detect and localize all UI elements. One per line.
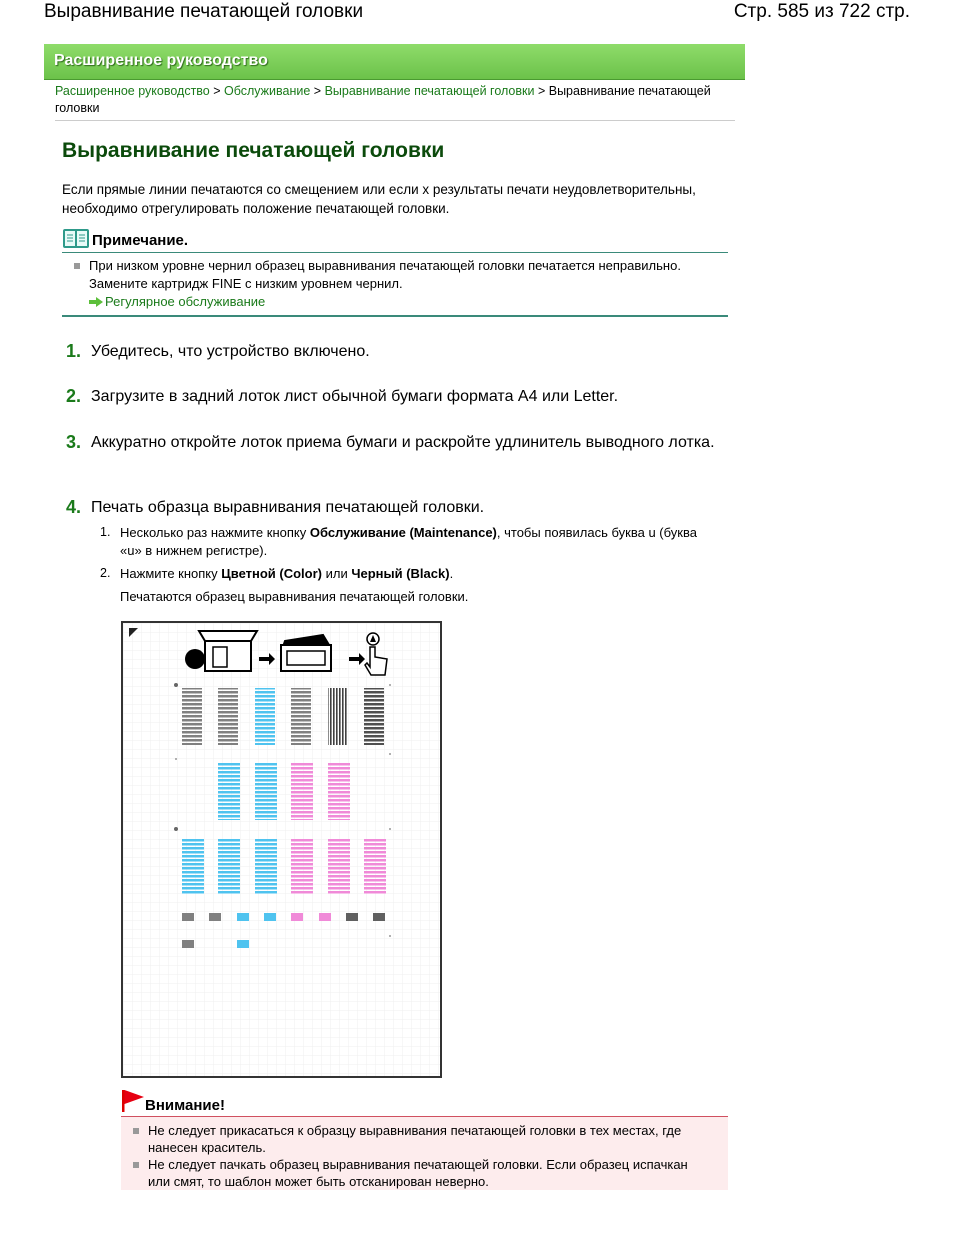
note-link[interactable]: [89, 293, 265, 311]
bullet-icon: [74, 263, 80, 269]
substep-number: 2.: [100, 566, 111, 580]
breadcrumb-separator: >: [534, 84, 549, 98]
breadcrumb-link-guide[interactable]: Расширенное руководство: [55, 84, 210, 98]
breadcrumb-divider: [55, 120, 735, 121]
breadcrumb-current: Выравнивание печатающей головки: [55, 84, 711, 115]
page-title: Выравнивание печатающей головки: [62, 139, 445, 162]
step-number: 2.: [66, 386, 82, 406]
note-header: [62, 228, 728, 253]
bullet-icon: [133, 1128, 139, 1134]
step-text: Убедитесь, что устройство включено.: [91, 343, 370, 360]
warning-label: Внимание!: [145, 1097, 225, 1114]
step-number: 1.: [66, 341, 82, 361]
breadcrumb-link-maintenance[interactable]: Обслуживание: [224, 84, 311, 98]
warning-body: [121, 1117, 728, 1190]
guide-banner: [44, 44, 745, 80]
substep-result: Печатаются образец выравнивания печатающей головки.: [120, 589, 469, 604]
arrow-right-icon: [89, 297, 103, 307]
breadcrumb-link-alignment[interactable]: Выравнивание печатающей головки: [324, 84, 535, 98]
step-text: Аккуратно откройте лоток приема бумаги и раскройте удлинитель выводного лотка.: [91, 434, 715, 451]
alignment-pattern-illustration: [123, 623, 440, 1076]
alignment-pattern-image: [121, 621, 442, 1078]
warning-header: [121, 1089, 728, 1117]
substep-text-part: .: [449, 566, 454, 581]
document-title: Выравнивание печатающей головки: [44, 1, 364, 22]
note-body: [62, 253, 728, 317]
breadcrumb-separator: >: [209, 84, 224, 98]
color-button-name: Цветной (Color): [221, 566, 322, 581]
intro-paragraph: Если прямые линии печатаются со смещением или если х результаты печати неудовлетворительны, необходимо отрегулировать положение печатающей головки.: [62, 182, 696, 216]
black-button-name: Черный (Black): [351, 566, 450, 581]
step-text: Загрузите в задний лоток лист обычной бумаги формата A4 или Letter.: [91, 388, 619, 405]
note-text: При низком уровне чернил образец выравнивания печатающей головки печатается неправильно. Замените картридж FINE с низким уровнем чернил.: [89, 258, 681, 291]
maintenance-button-name: Обслуживание (Maintenance): [309, 525, 497, 540]
warning-item: Не следует пачкать образец выравнивания печатающей головки. Если образец испачкан или смят, то шаблон может быть отсканирован неверно.: [148, 1157, 688, 1189]
breadcrumb-separator: >: [310, 84, 325, 98]
page-counter: Стр. 585 из 722 стр.: [733, 1, 910, 22]
substep-text-part: Нажмите кнопку: [120, 566, 222, 581]
banner-label: Расширенное руководство: [54, 52, 268, 69]
substep-text-part: Несколько раз нажмите кнопку: [120, 525, 310, 540]
warning-item: Не следует прикасаться к образцу выравнивания печатающей головки в тех местах, где нанесен краситель.: [148, 1123, 682, 1155]
red-flag-icon: [121, 1089, 145, 1113]
step-number: 3.: [66, 432, 82, 452]
substep-text-part: или: [322, 566, 352, 581]
substep-text: [120, 565, 720, 583]
substep-number: 1.: [100, 525, 111, 539]
substep-text-part: , чтобы появилась буква u (буква «u» в нижнем регистре).: [120, 525, 697, 558]
breadcrumb: [55, 83, 715, 117]
note-label: Примечание.: [92, 232, 189, 249]
bullet-icon: [133, 1162, 139, 1168]
step-number: 4.: [66, 497, 82, 517]
substep-text: [120, 524, 720, 560]
book-icon: [62, 228, 90, 250]
step-text: Печать образца выравнивания печатающей головки.: [91, 499, 485, 516]
note-link-label: Регулярное обслуживание: [105, 294, 266, 309]
